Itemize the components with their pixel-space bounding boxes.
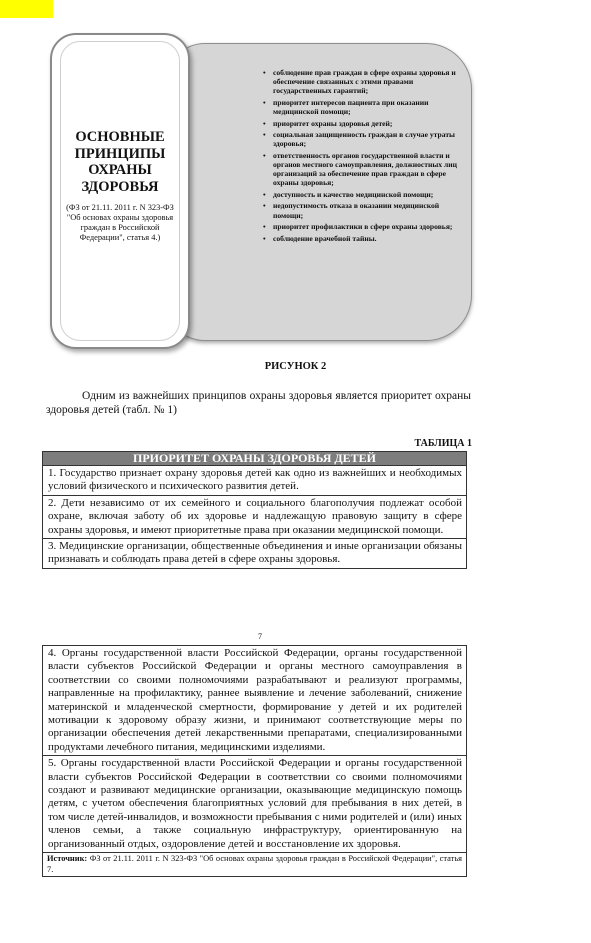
source-text: ФЗ от 21.11. 2011 г. N 323-ФЗ "Об основах охраны здоровья граждан в Российской Федерации", статья 7.	[47, 854, 462, 874]
table-row: 1. Государство признает охрану здоровья детей как одно из важнейших и необходимых условий физического и психического развития детей.	[43, 466, 467, 496]
principles-list	[263, 68, 463, 245]
principle-item: • приоритет охраны здоровья детей;	[263, 119, 463, 128]
figure-caption: РИСУНОК 2	[264, 361, 327, 372]
table-row: 2. Дети независимо от их семейного и социального благополучия подлежат особой охране, включая заботу об их здоровье и надлежащую правовую защиту в сфере охраны здоровья, и имеют приоритетные права при оказании медицинской помощи.	[43, 495, 467, 538]
body-paragraph: Одним из важнейших принципов охраны здоровья является приоритет охраны здоровья детей (табл. № 1)	[46, 390, 471, 416]
figure-subtitle: (ФЗ от 21.11. 2011 г. N 323-ФЗ "Об основах охраны здоровья граждан в Российской Федерации", статья 4.)	[66, 203, 174, 242]
principle-item: • социальная защищенность граждан в случае утраты здоровья;	[263, 130, 463, 148]
principle-item: • приоритет интересов пациента при оказании медицинской помощи;	[263, 98, 463, 116]
principle-item: • приоритет профилактики в сфере охраны здоровья;	[263, 222, 463, 231]
principle-item: • доступность и качество медицинской помощи;	[263, 190, 463, 199]
table-source	[43, 853, 467, 877]
children-health-table-continued	[42, 645, 467, 877]
principle-item: • соблюдение прав граждан в сфере охраны здоровья и обеспечение связанных с этими правами государственных гарантий;	[263, 68, 463, 96]
principle-item: • ответственность органов государственной власти и органов местного самоуправления, должностных лиц организаций за обеспечение прав граждан в сфере охраны здоровья;	[263, 151, 463, 188]
table-header: ПРИОРИТЕТ ОХРАНЫ ЗДОРОВЬЯ ДЕТЕЙ	[43, 452, 467, 466]
source-label: Источник:	[47, 854, 88, 864]
table-row: 4. Органы государственной власти Российской Федерации, органы государственной власти субъектов Российской Федерации и органы местного самоуправления в соответствии со своими полномочиями разрабатывают и реализуют программы, направленные на профилактику, раннее выявление и лечение заболеваний, снижение материнской и младенческой смертности, формирование у детей и их родителей мотивации к здоровому образу жизни, и принимают соответствующие меры по организации обеспечения детей лекарственными препаратами, специализированными продуктами лечебного питания, медицинскими изделиями.	[43, 646, 467, 756]
principles-panel	[165, 43, 472, 341]
yellow-highlight-mark	[0, 0, 53, 18]
principle-item: • соблюдение врачебной тайны.	[263, 234, 463, 243]
table-row: 5. Органы государственной власти Российской Федерации и органы государственной власти субъектов Российской Федерации в соответствии со своими полномочиями создают и развивают медицинские организации, оказывающие медицинскую помощь детям, с учетом обеспечения благоприятных условий для пребывания в них детей, в том числе детей-инвалидов, и возможности пребывания с ними родителей и (или) иных членов семьи, а также социальную инфраструктуру, ориентированную на организованный отдых, оздоровление детей и восстановление их здоровья.	[43, 756, 467, 853]
figure-title: ОСНОВНЫЕ ПРИНЦИПЫ ОХРАНЫ ЗДОРОВЬЯ	[74, 129, 166, 195]
table-label: ТАБЛИЦА 1	[414, 438, 472, 449]
page-number: 7	[258, 632, 262, 641]
table-row: 3. Медицинские организации, общественные объединения и иные организации обязаны признавать и соблюдать права детей в сфере охраны здоровья.	[43, 539, 467, 569]
children-health-table	[42, 451, 467, 569]
figure-title-box	[50, 33, 190, 349]
principles-figure	[50, 33, 470, 345]
principle-item: • недопустимость отказа в оказании медицинской помощи;	[263, 201, 463, 219]
